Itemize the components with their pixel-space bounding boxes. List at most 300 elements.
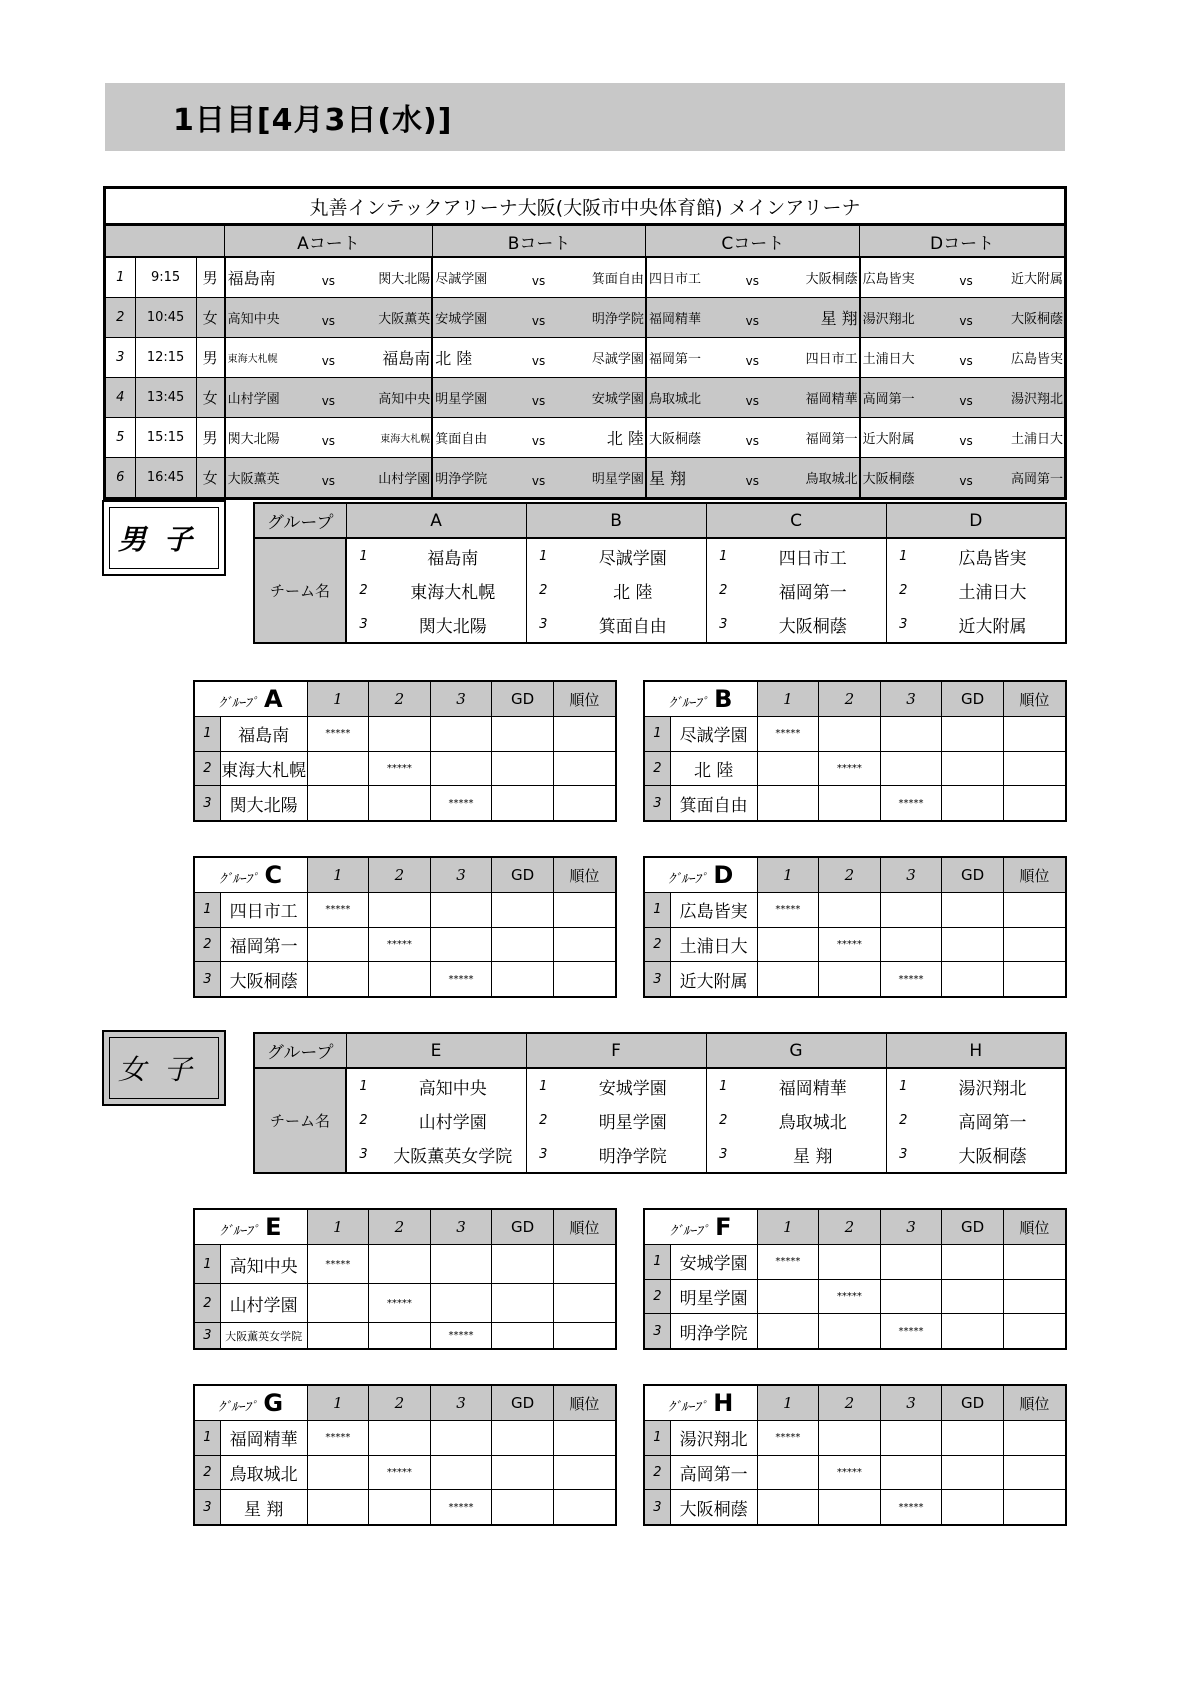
match-row [105,257,1066,298]
score-cell [430,717,492,752]
score-cell [430,1245,492,1284]
group-name: E [346,1033,526,1068]
team-name: 広島皆実 [920,538,1066,573]
team-away: 星 翔 [785,298,859,338]
group-letter: F [715,1213,732,1241]
team-name: 広島皆実 [670,893,757,928]
rank-cell [1003,1421,1066,1456]
score-cell [880,1421,942,1456]
match-row [105,338,1066,378]
team-home: 関大北陽 [225,418,298,458]
score-cell [307,751,369,786]
score-cell [880,927,942,962]
col-header: 順位 [1003,857,1066,893]
page-title: 1日目[4月3日(水)] [173,103,453,138]
col-header: GD [942,857,1004,893]
score-cell [757,927,819,962]
rank-cell [1003,786,1066,821]
group-name: G [706,1033,886,1068]
diagonal-mark: ***** [880,1490,942,1525]
score-cell [819,1245,881,1280]
match-sex: 女 [196,458,224,499]
group-prefix: ｸﾞﾙｰﾌﾟ [668,1400,708,1415]
team-home: 箕面自由 [432,418,505,458]
team-home: 山村学園 [225,378,298,418]
gd-cell [492,893,554,928]
col-header: GD [942,681,1004,717]
team-name: 星 翔 [220,1490,307,1525]
score-cell [757,962,819,997]
group-title [194,857,307,893]
team-name: 大阪薫英女学院 [220,1323,307,1349]
team-name: 大阪桐蔭 [740,608,886,643]
rank-cell [553,1245,616,1284]
col-header: 3 [430,1385,492,1421]
score-cell [430,1284,492,1323]
diagonal-mark: ***** [819,751,881,786]
group-title [644,681,757,717]
team-name: 尽誠学園 [670,717,757,752]
score-cell [307,1490,369,1525]
score-cell [880,1245,942,1280]
diagonal-mark: ***** [430,1323,492,1349]
col-header: 2 [819,1385,881,1421]
team-name: 土浦日大 [920,574,1066,608]
match-sex: 男 [196,257,224,298]
venue-name: 丸善インテックアリーナ大阪(大阪市中央体育館) メインアリーナ [105,188,1066,225]
gd-cell [942,1455,1004,1490]
team-away: 四日市工 [785,338,859,378]
diagonal-mark: ***** [880,962,942,997]
team-home: 高岡第一 [860,378,933,418]
col-header: 3 [430,1209,492,1245]
team-home: 星 翔 [646,458,719,499]
score-cell [430,893,492,928]
vs-label: vs [933,257,999,298]
vs-label: vs [298,458,359,499]
vs-label: vs [719,257,785,298]
diagonal-mark: ***** [819,927,881,962]
diagonal-mark: ***** [369,1455,431,1490]
team-away: 明星学園 [572,458,646,499]
gd-cell [492,927,554,962]
gd-cell [492,1455,554,1490]
col-header: 順位 [1003,1385,1066,1421]
seed-number: 3 [886,1138,920,1173]
team-name: 高岡第一 [670,1455,757,1490]
col-header: 順位 [553,1209,616,1245]
score-cell [369,893,431,928]
group-title [644,857,757,893]
vs-label: vs [505,458,571,499]
score-cell [880,1279,942,1314]
score-cell [819,1421,881,1456]
team-name: 湯沢翔北 [920,1068,1066,1103]
row-number: 2 [194,751,220,786]
team-name-label: チーム名 [254,538,346,643]
group-g-results [193,1384,617,1526]
rank-cell [553,1455,616,1490]
group-letter: B [714,685,733,713]
title-bar [105,83,1065,151]
team-away: 尽誠学園 [572,338,646,378]
score-cell [757,1279,819,1314]
diagonal-mark: ***** [307,893,369,928]
team-away: 福島南 [359,338,432,378]
group-title [194,1209,307,1245]
team-home: 大阪桐蔭 [860,458,933,499]
row-number: 1 [194,1421,220,1456]
score-cell [880,751,942,786]
gd-cell [942,1245,1004,1280]
vs-label: vs [505,257,571,298]
team-name: 福岡精華 [740,1068,886,1103]
vs-label: vs [505,378,571,418]
diagonal-mark: ***** [757,1421,819,1456]
group-prefix: ｸﾞﾙｰﾌﾟ [219,872,259,887]
team-away: 北 陸 [572,418,646,458]
vs-label: vs [933,418,999,458]
diagonal-mark: ***** [880,1314,942,1349]
col-header: 2 [819,1209,881,1245]
team-name: 福島南 [220,717,307,752]
match-sex: 女 [196,298,224,338]
group-letter: E [265,1213,282,1241]
team-name: 湯沢翔北 [670,1421,757,1456]
group-e-results [193,1208,617,1350]
schedule-table [103,186,1067,500]
team-home: 北 陸 [432,338,505,378]
diagonal-mark: ***** [430,962,492,997]
team-name: 大阪桐蔭 [220,962,307,997]
team-name: 高知中央 [220,1245,307,1284]
vs-label: vs [505,298,571,338]
rank-cell [553,1421,616,1456]
gd-cell [492,1490,554,1525]
seed-number: 3 [526,608,560,643]
team-name: 明星学園 [560,1104,706,1138]
team-home: 福島南 [225,257,298,298]
team-name: 高岡第一 [920,1104,1066,1138]
gd-cell [942,1490,1004,1525]
match-time: 9:15 [135,257,196,298]
score-cell [757,1490,819,1525]
seed-number: 3 [706,608,740,643]
group-name: B [526,503,706,538]
rank-cell [1003,751,1066,786]
row-number: 1 [194,1245,220,1284]
gd-cell [942,786,1004,821]
diagonal-mark: ***** [819,1279,881,1314]
team-home: 土浦日大 [860,338,933,378]
col-header: 3 [880,857,942,893]
score-cell [819,786,881,821]
score-cell [880,893,942,928]
match-row [105,298,1066,338]
group-c-results [193,856,617,998]
team-home: 福岡精華 [646,298,719,338]
row-number: 1 [644,717,670,752]
col-header: 2 [369,1385,431,1421]
col-header: 3 [430,681,492,717]
seed-number: 3 [346,1138,380,1173]
col-header: 3 [880,681,942,717]
score-cell [307,1323,369,1349]
team-home: 高知中央 [225,298,298,338]
col-header: 2 [369,681,431,717]
score-cell [819,1490,881,1525]
gd-cell [492,786,554,821]
group-header-label: グループ [254,503,346,538]
row-number: 1 [644,1245,670,1280]
rank-cell [1003,717,1066,752]
match-time: 13:45 [135,378,196,418]
col-header: 3 [430,857,492,893]
diagonal-mark: ***** [430,1490,492,1525]
diagonal-mark: ***** [880,786,942,821]
score-cell [307,927,369,962]
team-away: 箕面自由 [572,257,646,298]
team-home: 近大附属 [860,418,933,458]
row-number: 2 [644,751,670,786]
boys-label-box [102,500,226,576]
diagonal-mark: ***** [819,1455,881,1490]
col-header: 3 [880,1385,942,1421]
row-number: 1 [644,893,670,928]
match-time: 15:15 [135,418,196,458]
team-name: 関大北陽 [220,786,307,821]
col-header: 2 [819,681,881,717]
match-no: 2 [105,298,136,338]
score-cell [430,1455,492,1490]
team-name: 大阪桐蔭 [670,1490,757,1525]
seed-number: 1 [706,538,740,573]
seed-number: 2 [886,1104,920,1138]
score-cell [430,751,492,786]
col-header: GD [942,1209,1004,1245]
team-name: 明浄学院 [670,1314,757,1349]
group-letter: G [263,1389,284,1417]
team-home: 明星学園 [432,378,505,418]
rank-cell [553,1323,616,1349]
rank-cell [1003,927,1066,962]
rank-cell [553,751,616,786]
team-home: 広島皆実 [860,257,933,298]
group-letter: H [713,1389,734,1417]
team-away: 高岡第一 [999,458,1065,499]
group-letter: D [713,861,734,889]
boys-group-overview [253,502,1067,644]
group-name: C [706,503,886,538]
col-header: GD [492,681,554,717]
group-name: D [886,503,1066,538]
match-sex: 女 [196,378,224,418]
court-header-blank [105,225,225,258]
match-time: 16:45 [135,458,196,499]
diagonal-mark: ***** [307,1245,369,1284]
col-header: 順位 [553,1385,616,1421]
rank-cell [553,717,616,752]
team-away: 湯沢翔北 [999,378,1065,418]
team-name: 四日市工 [220,893,307,928]
team-away: 安城学園 [572,378,646,418]
vs-label: vs [933,298,999,338]
group-title [194,681,307,717]
rank-cell [1003,1314,1066,1349]
match-no: 3 [105,338,136,378]
vs-label: vs [719,458,785,499]
gd-cell [492,962,554,997]
match-sex: 男 [196,418,224,458]
team-home: 明浄学院 [432,458,505,499]
score-cell [307,786,369,821]
team-name: 明浄学院 [560,1138,706,1173]
vs-label: vs [933,338,999,378]
rank-cell [553,893,616,928]
score-cell [819,962,881,997]
team-home: 東海大札幌 [225,338,298,378]
team-away: 高知中央 [359,378,432,418]
group-name: H [886,1033,1066,1068]
score-cell [819,1314,881,1349]
match-no: 5 [105,418,136,458]
court-a-header: Aコート [225,225,433,258]
rank-cell [553,962,616,997]
seed-number: 1 [526,538,560,573]
vs-label: vs [298,257,359,298]
group-f-results [643,1208,1067,1350]
group-prefix: ｸﾞﾙｰﾌﾟ [670,1224,710,1239]
seed-number: 1 [886,1068,920,1103]
rank-cell [1003,1245,1066,1280]
gd-cell [492,751,554,786]
diagonal-mark: ***** [369,927,431,962]
diagonal-mark: ***** [307,717,369,752]
match-row [105,418,1066,458]
gd-cell [942,893,1004,928]
team-away: 福岡精華 [785,378,859,418]
score-cell [369,1421,431,1456]
team-away: 関大北陽 [359,257,432,298]
team-away: 福岡第一 [785,418,859,458]
seed-number: 2 [346,574,380,608]
group-prefix: ｸﾞﾙｰﾌﾟ [669,696,709,711]
group-prefix: ｸﾞﾙｰﾌﾟ [220,1224,260,1239]
team-name: 明星学園 [670,1279,757,1314]
gd-cell [942,751,1004,786]
seed-number: 2 [886,574,920,608]
team-name: 鳥取城北 [740,1104,886,1138]
court-b-header: Bコート [432,225,646,258]
row-number: 2 [644,1279,670,1314]
team-name: 山村学園 [380,1104,526,1138]
group-title [644,1385,757,1421]
col-header: 1 [757,1385,819,1421]
match-row [105,378,1066,418]
group-letter: A [263,685,283,713]
team-name: 関大北陽 [380,608,526,643]
col-header: GD [942,1385,1004,1421]
gd-cell [942,1421,1004,1456]
team-away: 大阪薫英 [359,298,432,338]
team-name: 星 翔 [740,1138,886,1173]
seed-number: 1 [886,538,920,573]
row-number: 2 [644,927,670,962]
col-header: 3 [880,1209,942,1245]
vs-label: vs [298,338,359,378]
diagonal-mark: ***** [757,1245,819,1280]
row-number: 3 [644,1490,670,1525]
team-home: 湯沢翔北 [860,298,933,338]
girls-label: 女子 [109,1037,219,1099]
team-name: 福岡第一 [740,574,886,608]
score-cell [307,1455,369,1490]
col-header: 1 [307,1385,369,1421]
col-header: 順位 [1003,1209,1066,1245]
rank-cell [1003,1490,1066,1525]
team-name: 鳥取城北 [220,1455,307,1490]
col-header: GD [492,857,554,893]
team-away: 大阪桐蔭 [999,298,1065,338]
row-number: 3 [644,1314,670,1349]
team-name: 高知中央 [380,1068,526,1103]
team-home: 鳥取城北 [646,378,719,418]
vs-label: vs [298,298,359,338]
rank-cell [553,1490,616,1525]
gd-cell [942,927,1004,962]
seed-number: 3 [706,1138,740,1173]
rank-cell [1003,962,1066,997]
seed-number: 3 [886,608,920,643]
match-time: 10:45 [135,298,196,338]
row-number: 2 [644,1455,670,1490]
score-cell [369,1490,431,1525]
diagonal-mark: ***** [757,893,819,928]
team-away: 東海大札幌 [359,418,432,458]
score-cell [757,1314,819,1349]
gd-cell [942,962,1004,997]
team-home: 四日市工 [646,257,719,298]
seed-number: 1 [526,1068,560,1103]
vs-label: vs [719,418,785,458]
group-letter: C [264,861,283,889]
team-name: 大阪桐蔭 [920,1138,1066,1173]
group-prefix: ｸﾞﾙｰﾌﾟ [218,1400,258,1415]
score-cell [880,1455,942,1490]
row-number: 1 [194,893,220,928]
team-name: 近大附属 [670,962,757,997]
team-name: 安城学園 [670,1245,757,1280]
score-cell [430,1421,492,1456]
group-name: F [526,1033,706,1068]
team-away: 広島皆実 [999,338,1065,378]
vs-label: vs [719,378,785,418]
team-name: 東海大札幌 [220,751,307,786]
seed-number: 3 [346,608,380,643]
score-cell [307,1284,369,1323]
diagonal-mark: ***** [369,751,431,786]
group-b-results [643,680,1067,822]
vs-label: vs [933,378,999,418]
col-header: 1 [307,681,369,717]
gd-cell [492,1323,554,1349]
team-name: 安城学園 [560,1068,706,1103]
diagonal-mark: ***** [430,786,492,821]
team-name: 北 陸 [670,751,757,786]
gd-cell [942,717,1004,752]
col-header: 1 [307,857,369,893]
col-header: 1 [757,1209,819,1245]
